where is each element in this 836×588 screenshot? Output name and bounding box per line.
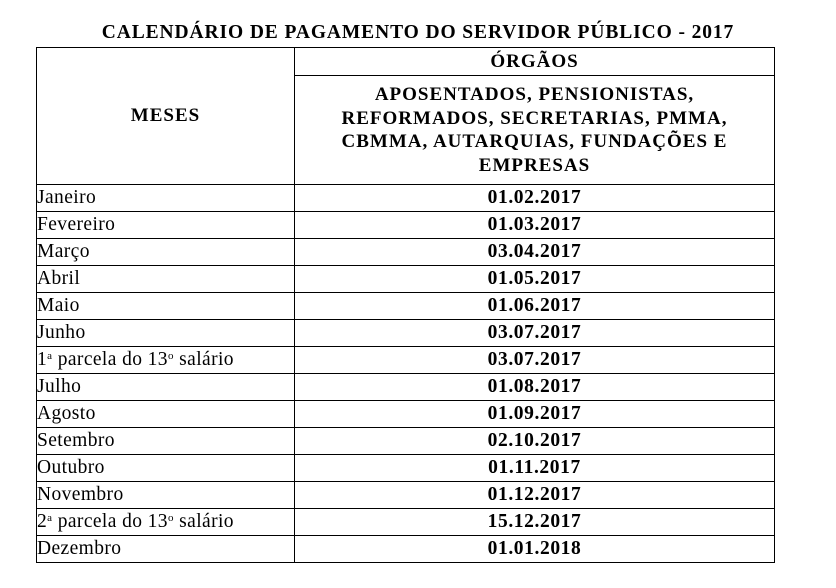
- table-row: [37, 239, 775, 266]
- ordinal-superscript: a: [47, 511, 53, 524]
- table-row: [37, 455, 775, 482]
- table-row: [37, 482, 775, 509]
- column-group-header-orgs: ÓRGÃOS: [295, 48, 775, 76]
- month-cell: Agosto: [37, 401, 295, 428]
- payment-date-cell: 01.01.2018: [295, 536, 775, 563]
- month-cell: Abril: [37, 266, 295, 293]
- month-cell: Julho: [37, 374, 295, 401]
- month-text: salário: [173, 511, 234, 532]
- month-cell: [37, 347, 295, 374]
- table-row: [37, 185, 775, 212]
- org-list-line: CBMMA, AUTARQUIAS, FUNDAÇÕES E: [341, 131, 728, 152]
- month-text: parcela do 13: [52, 349, 168, 370]
- table-row: [37, 320, 775, 347]
- table-row: [37, 347, 775, 374]
- table-row: [37, 536, 775, 563]
- table-row: [37, 428, 775, 455]
- month-cell: Junho: [37, 320, 295, 347]
- month-cell: Novembro: [37, 482, 295, 509]
- table-row: [37, 401, 775, 428]
- month-cell: Setembro: [37, 428, 295, 455]
- month-cell: Fevereiro: [37, 212, 295, 239]
- column-header-months: MESES: [37, 48, 295, 185]
- document-title: CALENDÁRIO DE PAGAMENTO DO SERVIDOR PÚBLICO - 2017: [101, 22, 735, 43]
- month-cell: Maio: [37, 293, 295, 320]
- header-row: [37, 48, 775, 76]
- payment-date-cell: 01.02.2017: [295, 185, 775, 212]
- table-row: [37, 374, 775, 401]
- ordinal-superscript: o: [167, 349, 174, 362]
- payment-date-cell: 01.05.2017: [295, 266, 775, 293]
- payment-date-cell: 03.07.2017: [295, 320, 775, 347]
- table-row: [37, 212, 775, 239]
- ordinal-superscript: a: [47, 349, 53, 362]
- payment-date-cell: 01.12.2017: [295, 482, 775, 509]
- payment-date-cell: 01.11.2017: [295, 455, 775, 482]
- month-cell: Outubro: [37, 455, 295, 482]
- payment-date-cell: 03.07.2017: [295, 347, 775, 374]
- month-text: parcela do 13: [52, 511, 168, 532]
- payment-date-cell: 03.04.2017: [295, 239, 775, 266]
- ordinal-superscript: o: [167, 511, 174, 524]
- table-row: [37, 509, 775, 536]
- column-header-org-list: [295, 76, 775, 185]
- org-list-line: EMPRESAS: [478, 154, 591, 176]
- table-row: [37, 266, 775, 293]
- table-row: [37, 293, 775, 320]
- org-list-line: REFORMADOS, SECRETARIAS, PMMA,: [341, 107, 728, 129]
- payment-date-cell: 01.06.2017: [295, 293, 775, 320]
- payment-date-cell: 01.08.2017: [295, 374, 775, 401]
- org-list-line: APOSENTADOS, PENSIONISTAS,: [374, 84, 695, 105]
- month-text: 2: [37, 511, 48, 532]
- month-text: 1: [37, 349, 48, 370]
- payment-date-cell: 15.12.2017: [295, 509, 775, 536]
- month-cell: Dezembro: [37, 536, 295, 563]
- month-cell: Março: [37, 239, 295, 266]
- month-cell: [37, 509, 295, 536]
- month-text: salário: [173, 349, 234, 370]
- payment-date-cell: 02.10.2017: [295, 428, 775, 455]
- payment-date-cell: 01.09.2017: [295, 401, 775, 428]
- payment-calendar-table: [36, 47, 775, 563]
- month-cell: Janeiro: [37, 185, 295, 212]
- payment-date-cell: 01.03.2017: [295, 212, 775, 239]
